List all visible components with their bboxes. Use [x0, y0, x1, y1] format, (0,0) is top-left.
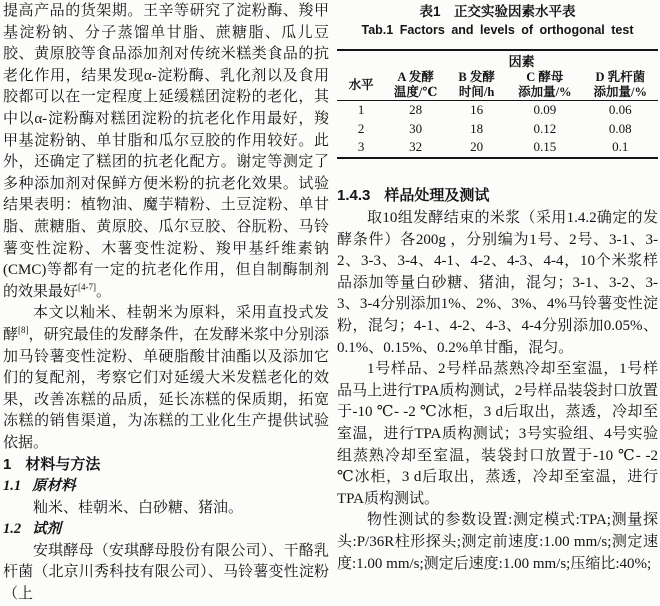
section-1-2-number: 1.2	[3, 521, 22, 538]
col-header-b-line2: 时间/h	[458, 85, 495, 99]
section-1-4-3-title: 样品处理及测试	[384, 186, 490, 204]
cell-temp-3: 32	[409, 139, 423, 154]
empty-corner-cell	[337, 50, 385, 70]
col-header-c-line1: C 酵母	[526, 70, 564, 84]
citation-ref-4-7: [4-7]	[78, 281, 97, 292]
cell-level-3: 3	[357, 139, 365, 154]
col-header-d-line1: D 乳杆菌	[595, 70, 646, 84]
intro-text: 提高产品的货架期。王辛等研究了淀粉酶、羧甲基淀粉钠、分子蒸馏单甘脂、蔗糖脂、瓜儿豆胶、黄原胶等食品添加剂对传统米糕类食品的抗老化作用，结果发现α-淀粉酶、乳化剂以及食用胶都可以在一定程度上延缓糕团淀粉的老化，其中以α-淀粉酶对糕团淀粉的抗老化作用最好，羧甲基淀粉钠、单甘脂和瓜尔豆胶的作用较好。此外，还确定了糕团的抗老化配方。谢定等测定了多种添加剂对保鲜方便米粉的抗老化效果。试验结果表明：植物油、魔芋精粉、土豆淀粉、单甘脂、蔗糖脂、黄原胶、瓜尔豆胶、谷朊粉、马铃薯变性淀粉、木薯变性淀粉、羧甲基纤维素钠(CMC)等都有一定的抗老化作用，但自制酶制剂的效果最好	[3, 3, 329, 300]
col-header-a-line1: A 发酵	[397, 70, 434, 84]
factors-group-header: 因素	[508, 54, 535, 69]
table-body	[337, 101, 658, 158]
citation-ref-8: [8]	[18, 324, 29, 335]
table-row-1	[337, 101, 658, 120]
sample-preparation-paragraph: 取10组发酵结束的米浆（采用1.4.2确定的发酵条件）各200g ，分别编为1号、2号、3-1、3-2、3-3、3-4、4-1、4-2、4-3、4-4，10个米浆样品添加等量白砂糖、猪油，混匀；3-1、3-2、3-3、3-4分别添加1%、2%、3%、4%马铃薯变性淀粉，混匀；4-1、4-2、4-3、4-4分别添加0.05%、0.1%、0.15%、0.2%单甘酯，混匀。	[337, 210, 658, 356]
section-1-1-title: 原材料	[32, 478, 76, 495]
cell-time-3: 20	[470, 139, 484, 154]
table-row-3	[337, 138, 658, 158]
intro-paragraph	[3, 1, 329, 303]
section-1-2-title: 试剂	[32, 521, 62, 538]
cell-yeast-1: 0.09	[533, 102, 557, 117]
section-1-number: 1	[3, 456, 12, 474]
col-header-b-line1: B 发酵	[458, 70, 495, 84]
cell-time-2: 18	[470, 120, 484, 136]
cell-level-1: 1	[357, 102, 365, 117]
cell-lacto-2: 0.08	[608, 120, 632, 136]
section-1-heading	[3, 454, 329, 476]
cell-level-2: 2	[357, 120, 365, 136]
table-title-en: Tab.1 Factors and levels of orthogonal test	[361, 23, 634, 37]
table-column-header-row	[337, 70, 658, 101]
section-1-title: 材料与方法	[25, 456, 101, 474]
col-header-level-text: 水平	[348, 77, 374, 92]
objective-paragraph	[3, 303, 329, 454]
left-column	[3, 1, 329, 606]
orthogonal-factors-table	[337, 49, 658, 159]
col-header-fermentation-temp	[385, 70, 446, 101]
reagents-paragraph: 安琪酵母（安琪酵母股份有限公司）、干酪乳杆菌（北京川秀科技有限公司）、马铃薯变性淀粉（上	[3, 542, 329, 603]
col-header-lactobacillus-amount	[583, 70, 658, 101]
cell-time-1: 16	[470, 102, 484, 117]
objective-text: 本文以籼米、桂朝米为原料，采用直投式发酵	[3, 305, 329, 343]
cell-lacto-1: 0.06	[608, 102, 632, 117]
col-header-a-line2: 温度/℃	[393, 85, 438, 99]
col-header-fermentation-time	[446, 70, 507, 101]
cell-lacto-3: 0.1	[612, 139, 629, 154]
table-head	[337, 50, 658, 101]
col-header-c-line2: 添加量/%	[518, 85, 572, 99]
raw-materials-paragraph: 籼米、桂朝米、白砂糖、猪油。	[33, 499, 244, 516]
sample-testing-paragraph: 1号样品、2号样品蒸熟冷却至室温，1号样品马上进行TPA质构测试，2号样品装袋封口放置于-10 ℃- -2 ℃冰柜，3 d后取出，蒸透，冷却至室温，进行TPA质构测试；3号实验组、4号实验组蒸熟冷却至室温，装袋封口放置于-10 ℃- -2 ℃冰柜，3 d后取出，蒸透，冷却至室温，进行TPA质构测试。	[337, 361, 658, 507]
section-1-4-3-heading	[337, 185, 658, 207]
cell-temp-2: 30	[409, 120, 423, 136]
section-1-4-3-number: 1.4.3	[337, 186, 371, 204]
table-row-2	[337, 120, 658, 139]
col-header-level	[337, 70, 385, 101]
tpa-parameters-paragraph: 物性测试的参数设置:测定模式:TPA;测量探头:P/36R柱形探头;测定前速度:1.00 mm/s;测定速度:1.00 mm/s;测定后速度:1.00 mm/s;压缩比:40%;	[337, 512, 658, 572]
section-1-2-heading	[3, 519, 329, 541]
col-header-d-line2: 添加量/%	[593, 85, 647, 99]
col-header-yeast-amount	[507, 70, 582, 101]
cell-yeast-3: 0.15	[533, 139, 557, 154]
right-column	[337, 1, 658, 575]
cell-yeast-2: 0.12	[533, 120, 557, 136]
intro-tail: 。	[96, 283, 112, 300]
section-1-1-heading	[3, 476, 329, 498]
cell-temp-1: 28	[409, 102, 423, 117]
table-group-header-row	[337, 50, 658, 70]
section-1-1-number: 1.1	[3, 478, 22, 495]
table-title-zh: 表1 正交实验因素水平表	[419, 4, 576, 19]
objective-tail: ，研究最佳的发酵条件，在发酵米浆中分别添加马铃薯变性淀粉、单硬脂酸甘油酯以及添加它们的复配剂，考察它们对延缓大米发糕老化的效果，改善冻糕的品质，延长冻糕的保质期，拓宽冻糕的销售渠道，为冻糕的工业化生产提供试验依据。	[3, 326, 329, 451]
